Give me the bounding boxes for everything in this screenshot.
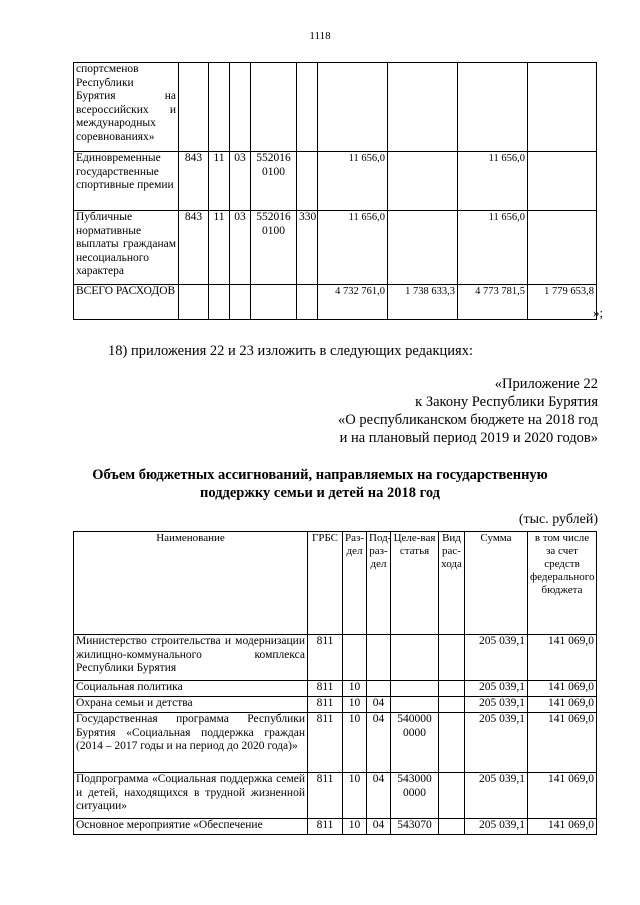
cell-csr: 543000 0000 <box>391 773 439 819</box>
cell-podrazdel: 04 <box>367 713 391 773</box>
cell-csr <box>391 681 439 697</box>
cell-csr <box>251 285 297 320</box>
family-support-table <box>73 531 597 835</box>
cell-razdel: 10 <box>343 697 367 713</box>
table-row <box>74 211 597 285</box>
cell-sum-2 <box>388 211 458 285</box>
cell-csr <box>391 697 439 713</box>
table-row <box>74 697 597 713</box>
header-vr: Вид рас-хода <box>439 532 465 635</box>
row-name: Охрана семьи и детства <box>74 697 308 713</box>
cell-grbs: 811 <box>308 697 343 713</box>
cell-grbs: 843 <box>179 211 209 285</box>
header-name: Наименование <box>74 532 308 635</box>
cell-sum-1: 11 656,0 <box>318 152 388 211</box>
cell-vr <box>439 681 465 697</box>
cell-sum-2 <box>388 63 458 152</box>
cell-sum-4 <box>528 211 597 285</box>
cell-vr <box>439 819 465 835</box>
cell-vr <box>439 635 465 681</box>
annex-line: и на плановый период 2019 и 2020 годов» <box>339 430 598 446</box>
cell-razdel <box>209 285 230 320</box>
row-name: спортсменов Республики Бурятия на всероссийских и международных соревнованиях» <box>74 63 179 152</box>
cell-podrazdel: 03 <box>230 211 251 285</box>
cell-sum-1: 4 732 761,0 <box>318 285 388 320</box>
cell-fed: 141 069,0 <box>528 713 597 773</box>
document-title: Объем бюджетных ассигнований, направляемых на государственную поддержку семьи и детей на 2018 год <box>92 467 548 501</box>
cell-sum-1 <box>318 63 388 152</box>
annex-line: к Закону Республики Бурятия <box>415 394 598 410</box>
cell-sum-4 <box>528 63 597 152</box>
cell-csr <box>391 635 439 681</box>
cell-vr <box>439 697 465 713</box>
header-sum: Сумма <box>465 532 528 635</box>
row-name: Подпрограмма «Социальная поддержка семей и детей, находящихся в трудной жизненной ситуации» <box>74 773 308 819</box>
closing-quote: »; <box>593 305 604 320</box>
cell-razdel: 11 <box>209 152 230 211</box>
cell-fed: 141 069,0 <box>528 681 597 697</box>
cell-grbs: 811 <box>308 635 343 681</box>
row-name: Социальная политика <box>74 681 308 697</box>
row-name: Единовременные государственные спортивные премии <box>74 152 179 211</box>
cell-grbs: 843 <box>179 152 209 211</box>
annex-header <box>258 375 598 447</box>
cell-vr <box>439 773 465 819</box>
cell-csr <box>251 63 297 152</box>
cell-podrazdel: 04 <box>367 697 391 713</box>
cell-sum-2: 1 738 633,3 <box>388 285 458 320</box>
cell-vr <box>297 285 318 320</box>
cell-vr <box>439 713 465 773</box>
cell-grbs: 811 <box>308 773 343 819</box>
cell-sum-2 <box>388 152 458 211</box>
cell-vr: 330 <box>297 211 318 285</box>
cell-grbs <box>179 285 209 320</box>
header-podrazdel: Под-раз-дел <box>367 532 391 635</box>
page-number: 1118 <box>309 30 331 42</box>
cell-fed: 141 069,0 <box>528 773 597 819</box>
cell-csr: 540000 0000 <box>391 713 439 773</box>
header-fed: в том числе за счет средств федерального бюджета <box>528 532 597 635</box>
cell-razdel: 10 <box>343 681 367 697</box>
cell-sum-4: 1 779 653,8 <box>528 285 597 320</box>
cell-podrazdel: 04 <box>367 819 391 835</box>
cell-grbs: 811 <box>308 819 343 835</box>
cell-razdel: 11 <box>209 211 230 285</box>
table-row <box>74 63 597 152</box>
header-csr: Целе-вая статья <box>391 532 439 635</box>
cell-sum-3: 11 656,0 <box>458 211 528 285</box>
cell-sum: 205 039,1 <box>465 635 528 681</box>
cell-razdel: 10 <box>343 713 367 773</box>
cell-fed: 141 069,0 <box>528 635 597 681</box>
cell-csr: 552016 0100 <box>251 152 297 211</box>
cell-razdel <box>209 63 230 152</box>
annex-line: «О республиканском бюджете на 2018 год <box>338 412 598 428</box>
table-row <box>74 773 597 819</box>
table-row <box>74 819 597 835</box>
header-razdel: Раз-дел <box>343 532 367 635</box>
row-name: Основное мероприятие «Обеспечение <box>74 819 308 835</box>
cell-sum-3: 11 656,0 <box>458 152 528 211</box>
cell-fed: 141 069,0 <box>528 819 597 835</box>
cell-podrazdel: 03 <box>230 152 251 211</box>
cell-podrazdel: 04 <box>367 773 391 819</box>
cell-fed: 141 069,0 <box>528 697 597 713</box>
cell-sum-3 <box>458 63 528 152</box>
cell-razdel: 10 <box>343 773 367 819</box>
cell-podrazdel <box>230 285 251 320</box>
cell-sum-1: 11 656,0 <box>318 211 388 285</box>
table-row <box>74 713 597 773</box>
table-row-total <box>74 285 597 320</box>
header-grbs: ГРБС <box>308 532 343 635</box>
cell-sum-3: 4 773 781,5 <box>458 285 528 320</box>
cell-vr <box>297 152 318 211</box>
table-row <box>74 635 597 681</box>
budget-table-continued <box>73 62 597 320</box>
cell-sum: 205 039,1 <box>465 819 528 835</box>
cell-csr: 543070 <box>391 819 439 835</box>
cell-sum: 205 039,1 <box>465 697 528 713</box>
cell-grbs: 811 <box>308 713 343 773</box>
cell-podrazdel <box>230 63 251 152</box>
table-header-row <box>74 532 597 635</box>
annex-line: «Приложение 22 <box>494 376 598 392</box>
amendment-item: 18) приложения 22 и 23 изложить в следующих редакциях: <box>108 343 473 359</box>
cell-podrazdel <box>367 635 391 681</box>
cell-razdel <box>343 635 367 681</box>
unit-label: (тыс. рублей) <box>518 512 598 527</box>
table-row <box>74 681 597 697</box>
cell-vr <box>297 63 318 152</box>
cell-sum: 205 039,1 <box>465 713 528 773</box>
cell-sum-4 <box>528 152 597 211</box>
row-name: Министерство строительства и модернизации жилищно-коммунального комплекса Республики Бурятия <box>74 635 308 681</box>
row-name: Публичные нормативные выплаты гражданам несоциального характера <box>74 211 179 285</box>
row-name: ВСЕГО РАСХОДОВ <box>74 285 179 320</box>
cell-podrazdel <box>367 681 391 697</box>
cell-sum: 205 039,1 <box>465 681 528 697</box>
cell-razdel: 10 <box>343 819 367 835</box>
cell-csr: 552016 0100 <box>251 211 297 285</box>
row-name: Государственная программа Республики Бурятия «Социальная поддержка граждан (2014 – 2017 годы и на период до 2020 года)» <box>74 713 308 773</box>
cell-sum: 205 039,1 <box>465 773 528 819</box>
cell-grbs <box>179 63 209 152</box>
cell-grbs: 811 <box>308 681 343 697</box>
table-row <box>74 152 597 211</box>
